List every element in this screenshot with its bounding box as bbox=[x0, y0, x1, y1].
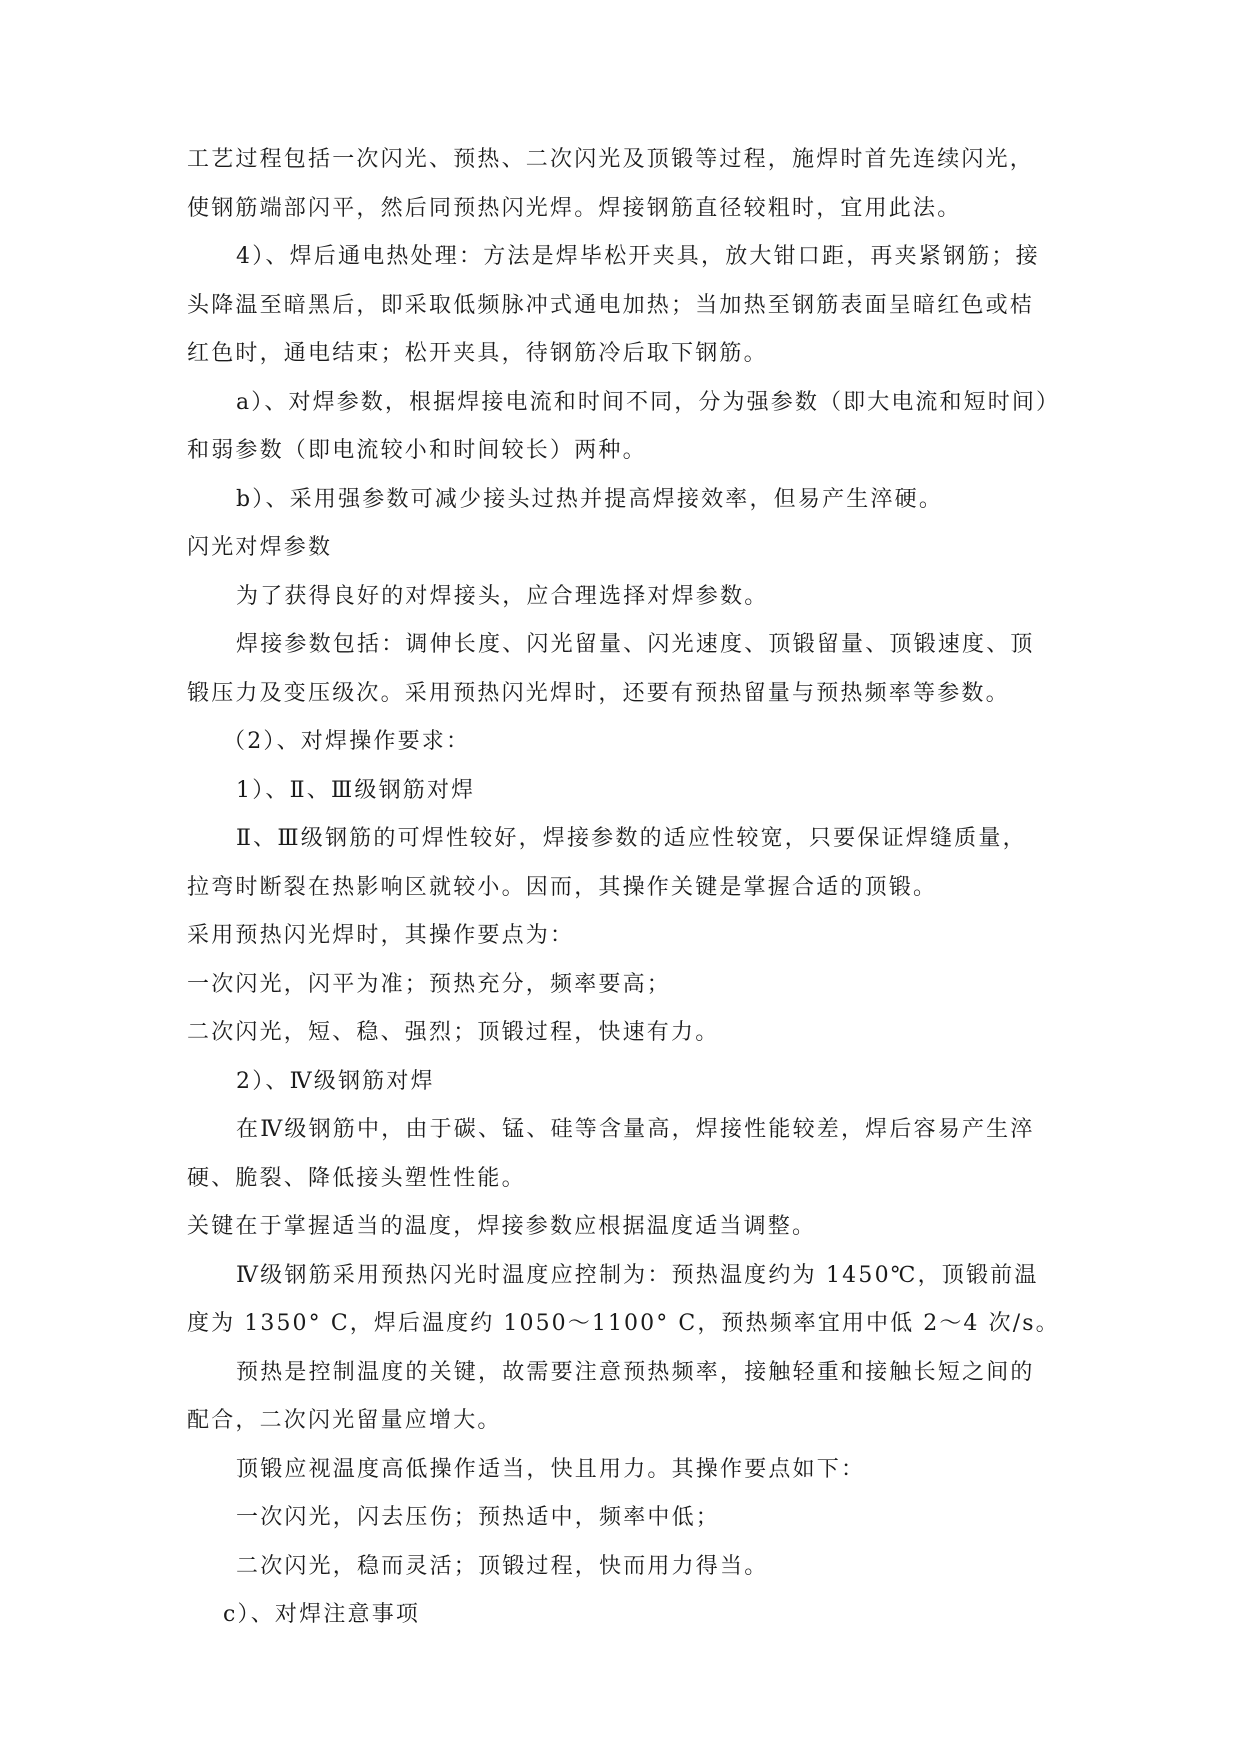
text-line: 红色时，通电结束；松开夹具，待钢筋冷后取下钢筋。 bbox=[187, 341, 768, 366]
text-line: （2）、对焊操作要求： bbox=[223, 729, 471, 754]
text-line: 一次闪光，闪平为准；预热充分，频率要高； bbox=[187, 972, 672, 997]
text-line: 一次闪光，闪去压伤；预热适中，频率中低； bbox=[236, 1505, 721, 1530]
text-line: 在Ⅳ级钢筋中，由于碳、锰、硅等含量高，焊接性能较差，焊后容易产生淬 bbox=[236, 1117, 1035, 1142]
text-line: 使钢筋端部闪平，然后同预热闪光焊。焊接钢筋直径较粗时，宜用此法。 bbox=[187, 196, 962, 221]
text-line: 关键在于掌握适当的温度，焊接参数应根据温度适当调整。 bbox=[187, 1214, 817, 1239]
text-line: 和弱参数（即电流较小和时间较长）两种。 bbox=[187, 438, 647, 463]
text-line: c）、对焊注意事项 bbox=[223, 1602, 421, 1627]
text-line: 配合，二次闪光留量应增大。 bbox=[187, 1408, 502, 1433]
text-line: 为了获得良好的对焊接头，应合理选择对焊参数。 bbox=[236, 584, 769, 609]
text-line: 预热是控制温度的关键，故需要注意预热频率，接触轻重和接触长短之间的 bbox=[236, 1360, 1035, 1385]
text-line: Ⅱ、Ⅲ级钢筋的可焊性较好，焊接参数的适应性较宽，只要保证焊缝质量， bbox=[236, 826, 1027, 851]
text-line: 头降温至暗黑后，即采取低频脉冲式通电加热；当加热至钢筋表面呈暗红色或桔 bbox=[187, 293, 1035, 318]
text-line: 工艺过程包括一次闪光、预热、二次闪光及顶锻等过程，施焊时首先连续闪光， bbox=[187, 147, 1035, 172]
text-line: 焊接参数包括：调伸长度、闪光留量、闪光速度、顶锻留量、顶锻速度、顶 bbox=[236, 632, 1035, 657]
text-line: Ⅳ级钢筋采用预热闪光时温度应控制为：预热温度约为 1450℃，顶锻前温 bbox=[236, 1263, 1039, 1288]
text-line: 二次闪光，稳而灵活；顶锻过程，快而用力得当。 bbox=[236, 1554, 769, 1579]
text-line: 采用预热闪光焊时，其操作要点为： bbox=[187, 923, 575, 948]
text-line: 度为 1350° C，焊后温度约 1050～1100° C，预热频率宜用中低 2～4 次/s。 bbox=[187, 1311, 1060, 1336]
text-line: 二次闪光，短、稳、强烈；顶锻过程，快速有力。 bbox=[187, 1020, 720, 1045]
text-line: 硬、脆裂、降低接头塑性性能。 bbox=[187, 1166, 526, 1191]
text-line: 4）、焊后通电热处理：方法是焊毕松开夹具，放大钳口距，再夹紧钢筋；接 bbox=[236, 244, 1040, 269]
text-line: 锻压力及变压级次。采用预热闪光焊时，还要有预热留量与预热频率等参数。 bbox=[187, 681, 1010, 706]
text-line: 2）、Ⅳ级钢筋对焊 bbox=[236, 1069, 435, 1094]
section-heading: 闪光对焊参数 bbox=[187, 535, 333, 560]
text-line: 1）、Ⅱ、Ⅲ级钢筋对焊 bbox=[236, 778, 476, 803]
text-line: 拉弯时断裂在热影响区就较小。因而，其操作关键是掌握合适的顶锻。 bbox=[187, 875, 938, 900]
text-line: b）、采用强参数可减少接头过热并提高焊接效率，但易产生淬硬。 bbox=[236, 487, 944, 512]
text-line: 顶锻应视温度高低操作适当，快且用力。其操作要点如下： bbox=[236, 1457, 866, 1482]
text-line: a）、对焊参数，根据焊接电流和时间不同，分为强参数（即大电流和短时间） bbox=[236, 390, 1061, 415]
